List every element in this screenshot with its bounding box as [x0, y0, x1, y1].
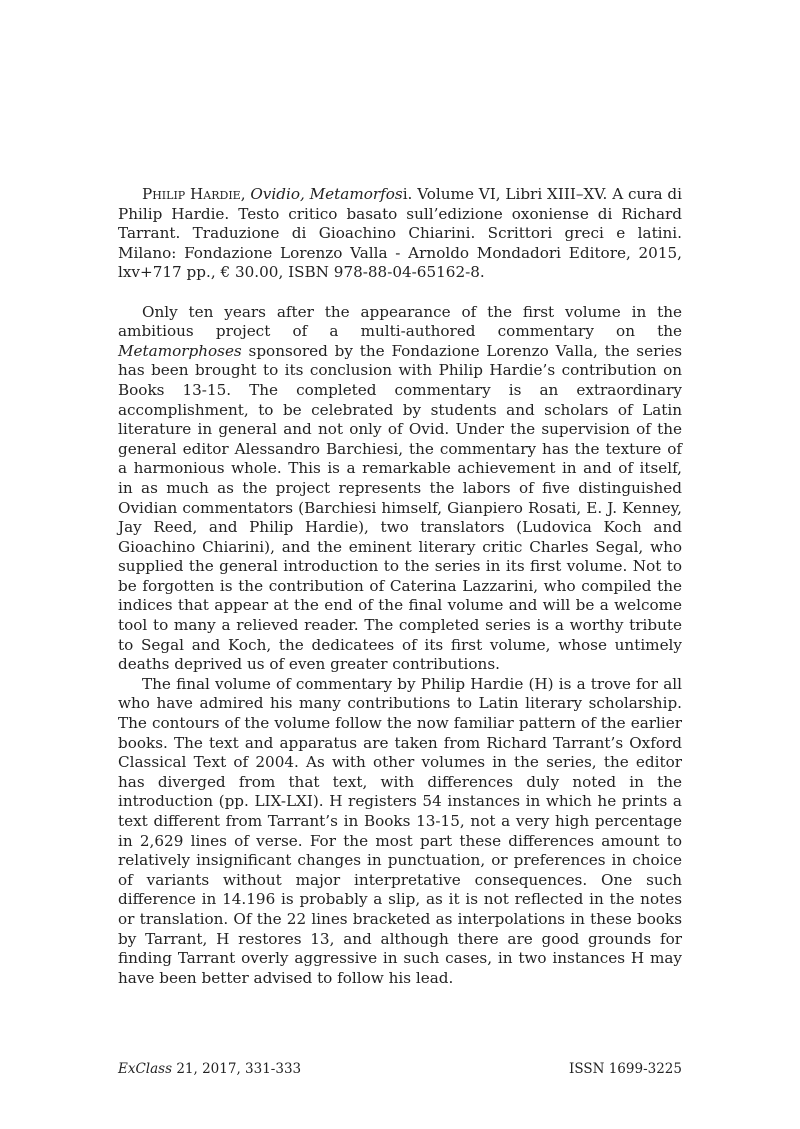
review-page — [118, 185, 682, 988]
footer-volume-pages: 21, 2017, 331-333 — [172, 1061, 302, 1077]
footer-journal-citation — [118, 1060, 301, 1078]
review-paragraph-1 — [118, 303, 682, 675]
paragraph-1-text-b: sponsored by the Fondazione Lorenzo Valla, the series has been brought to its conclusion with Philip Hardie’s contribution on Books 13-15. The completed commentary is an extraordinary accomplishment, to be celebrated by students and scholars of Latin literature in general and not only of Ovid. Under the supervision of the general editor Alessandro Barchiesi, the commentary has the texture of a harmonious whole. This is a remarkable achievement in and of itself, in as much as the project represents the labors of five distinguished Ovidian commentators (Barchiesi himself, Gianpiero Rosati, E. J. Kenney, Jay Reed, and Philip Hardie), two translators (Ludovica Koch and Gioachino Chiarini), and the eminent literary critic Charles Segal, who supplied the general introduction to the series in its first volume. Not to be forgotten is the contribution of Caterina Lazzarini, who compiled the indices that appear at the end of the final volume and will be a welcome tool to many a relieved reader. The completed series is a worthy tribute to Segal and Koch, the dedicatees of its first volume, whose untimely deaths deprived us of even greater contributions. — [118, 341, 682, 674]
paragraph-1-text-a: Only ten years after the appearance of the first volume in the ambitious project of a multi-authored commentary on the — [118, 302, 682, 341]
footer-journal-name: ExClass — [118, 1061, 173, 1077]
page-footer — [118, 1060, 682, 1078]
review-paragraph-2: The final volume of commentary by Philip Hardie (H) is a trove for all who have admired his many contributions to Latin literary scholarship. The contours of the volume follow the now familiar pattern of the earlier books. The text and apparatus are taken from Richard Tarrant’s Oxford Classical Text of 2004. As with other volumes in the series, the editor has diverged from that text, with differences duly noted in the introduction (pp. LIX-LXI). H registers 54 instances in which he prints a text different from Tarrant’s in Books 13-15, not a very high percentage in 2,629 lines of verse. For the most part these differences amount to relatively insignificant changes in punctuation, or preferences in choice of variants without major interpretative consequences. One such difference in 14.196 is probably a slip, as it is not reflected in the notes or translation. Of the 22 lines bracketed as interpolations in these books by Tarrant, H restores 13, and although there are good grounds for finding Tarrant overly aggressive in such cases, in two instances H may have been better advised to follow his lead. — [118, 674, 682, 987]
paragraph-1-italic-title: Metamorphoses — [118, 341, 242, 360]
citation-details: . Volume VI, Libri XIII–XV. A cura di Philip Hardie. Testo critico basato sull’edizione oxoniense di Richard Tarrant. Traduzione di Gioachino Chiarini. Scrittori greci e latini. Milano: Fondazione Lorenzo Valla - Arnoldo Mondadori Editore, 2015, lxv+717 pp., € 30.00, ISBN 978-88-04-65162-8. — [118, 185, 682, 282]
bibliographic-citation: Philip Hardie, Ovidio, Metamorfosi. Volume VI, Libri XIII–XV. A cura di Philip Hardie. Testo critico basato sull’edizione oxoniense di Richard Tarrant. Traduzione di Gioachino Chiarini. Scrittori greci e latini. Milano: Fondazione Lorenzo Valla - Arnoldo Mondadori Editore, 2015, lxv+717 pp., € 30.00, ISBN 978-88-04-65162-8. — [118, 185, 682, 282]
footer-issn: ISSN 1699-3225 — [569, 1061, 682, 1077]
citation-title-tail: i — [402, 185, 408, 203]
citation-author: Philip Hardie — [142, 185, 241, 203]
citation-title: Ovidio, Metamorfos — [250, 185, 403, 203]
paragraph-gap — [118, 283, 682, 303]
